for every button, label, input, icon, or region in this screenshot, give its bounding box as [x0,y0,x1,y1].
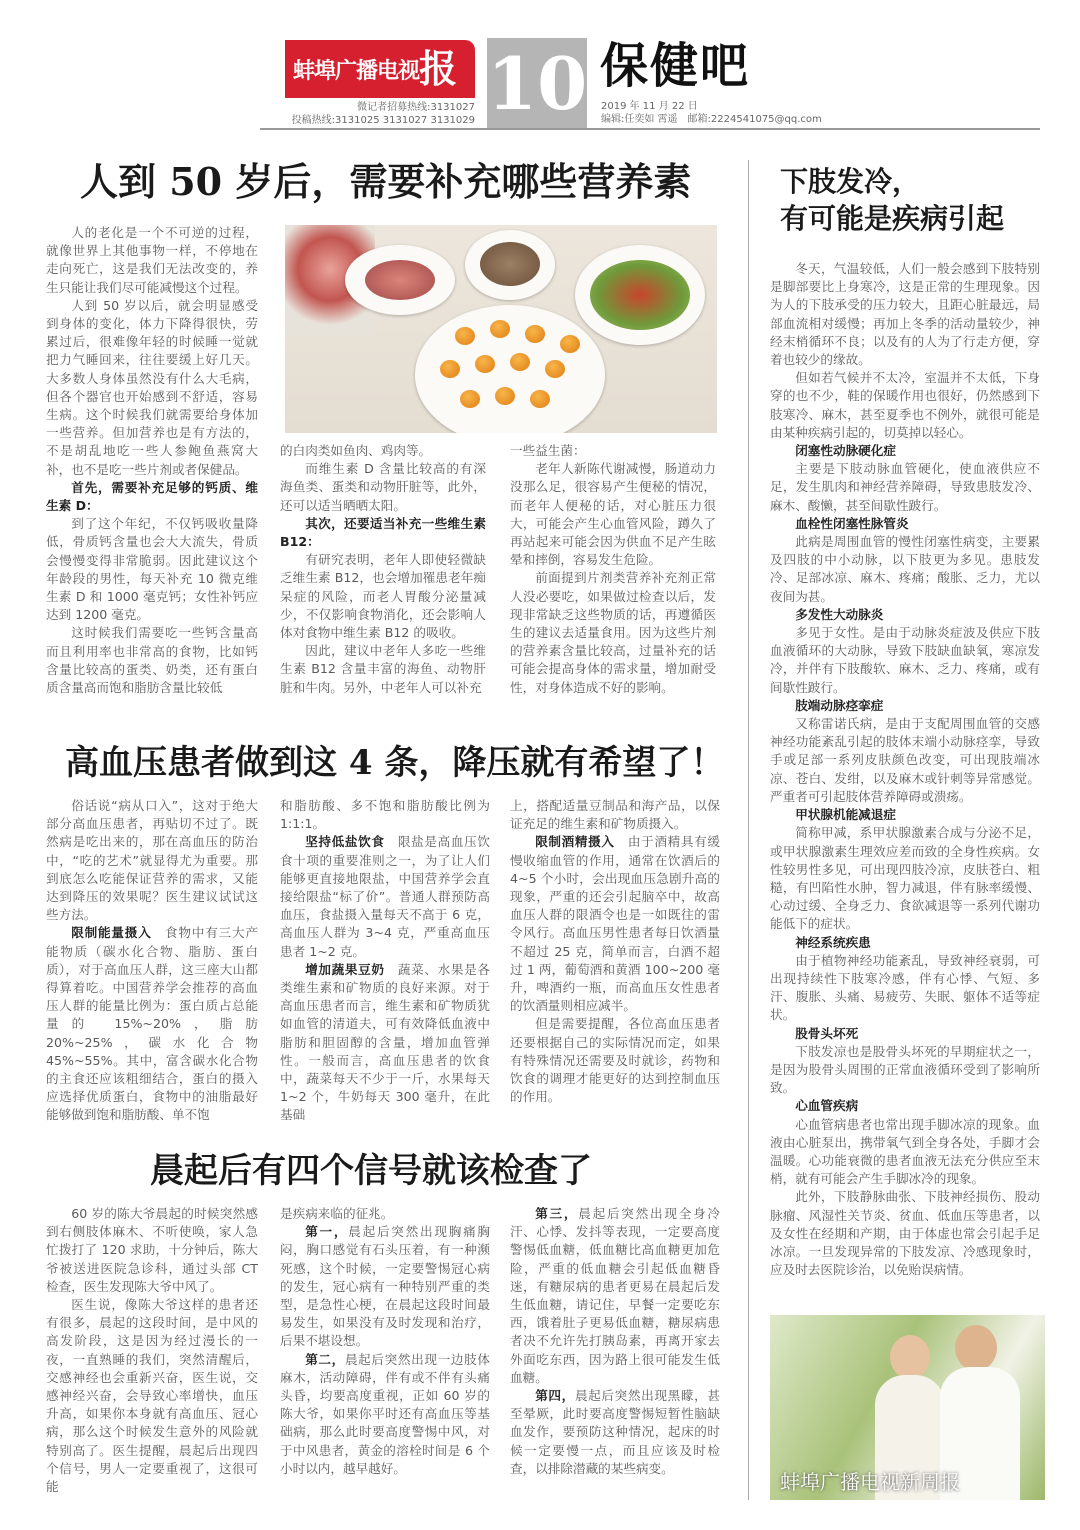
paragraph: 此病是周围血管的慢性闭塞性病变，主要累及四肢的中小动脉，以下肢更为多见。患肢发冷、足部冰凉、麻木、疼痛；酸胀、乏力，尤以夜间为甚。 [770,534,1040,604]
food-photo [285,225,717,433]
header-divider [260,128,1040,130]
paragraph: 心血管病患者也常出现手脚冰凉的现象。血液由心脏泵出，携带氧气到全身各处，手脚才会温暖。心功能衰微的患者血液无法充分供应至末梢，就有可能会产生手脚冰冷的现象。 [770,1116,1040,1187]
paragraph: 这时候我们需要吃一些钙含量高而且利用率也非常高的食物，比如钙含量比较高的蛋类、奶类，还有蛋白质含量高而饱和脂肪含量比较低 [46,625,258,696]
article4-body [770,260,1040,1279]
subheading: 神经系统疾患 [795,934,871,950]
article3-title: 晨起后有四个信号就该检查了 [150,1151,592,1191]
paragraph [280,833,490,960]
issue-date: 2019 年 11 月 22 日 [601,101,698,112]
paragraph-lead: 第二， [305,1351,345,1367]
paragraph [510,1387,720,1478]
hotline-recruit: 微记者招募热线:3131027 [357,102,475,113]
paragraph [280,1223,490,1350]
paragraph: 简称甲减，系甲状腺激素合成与分泌不足，或甲状腺激素生理效应差而致的全身性疾病。女性较男性多见，可出现四肢冷凉，皮肤苍白、粗糙，有凹陷性水肿，智力减退，伴有脉率缓慢、心动过缓、全身乏力、食欲减退等一系列代谢功能低下的症状。 [770,825,1040,932]
paragraph: 因此，建议中老年人多吃一些维生素 B12 含量丰富的海鱼、动物肝脏和牛肉。另外，中老年人可以补充 [280,643,486,695]
paragraph: 有研究表明，老年人即使轻微缺乏维生素 B12，也会增加罹患老年痴呆症的风险，而老人胃酸分泌量减少，不仅影响食物消化，还会影响人体对食物中维生素 B12 的吸收。 [280,552,486,641]
woman-head [890,1335,930,1379]
paragraph-text: 由于酒精具有缓慢收缩血管的作用，通常在饮酒后的 4~5 个小时，会出现血压急剧升高的现象，严重的还会引起脑卒中，故高血压人群的限酒令也是一如既往的雷令风行。高血压男性患者每日饮酒量不超过 25 克，简单而言，白酒不超过 1 两，葡萄酒和黄酒 100~200 毫升，啤酒约一瓶，而高血压女性患者的饮酒量则相应减半。 [510,834,721,1014]
paragraph-lead: 第三， [535,1206,579,1221]
subheading: 多发性大动脉炎 [795,606,884,622]
paragraph-text: 晨起后突然出现黑矇，甚至晕厥，此时要高度警惕短暂性脑缺血发作，要预防这种情况，起床的时候一定要慢一点，而且应该及时检查，以排除潜藏的某些病变。 [510,1388,721,1476]
paragraph: 和脂肪酸、多不饱和脂肪酸比例为 1:1:1。 [280,798,490,832]
subheading: 股骨头坏死 [795,1025,859,1041]
logo-text: 蚌埠广播电视 [293,58,420,84]
paragraph [510,1205,720,1387]
paragraph: 但如若气候并不太冷，室温并不太低，下身穿的也不少，鞋的保暖作用也很好，仍然感到下肢寒冷、麻木，甚至夏季也不例外，就很可能是由某种疾病引起的，切莫掉以轻心。 [770,370,1040,440]
subheading: 首先，需要补充足够的钙质、维生素 D： [46,479,258,514]
subheading: 闭塞性动脉硬化症 [795,443,896,459]
salad-plate [575,245,705,345]
fig-plate [345,245,455,315]
paragraph: 冬天，气温较低，人们一般会感到下肢特别是脚部要比上身寒冷，这是正常的生理现象。因为人的下肢承受的压力较大，且距心脏最远，局部血流相对缓慢；再加上冬季的活动量较少，神经末梢循环不良；以及有的人为了行走方便，穿着也较少的缘故。 [770,261,1040,368]
article2-title: 高血压患者做到这 4 条，降压就有希望了！ [65,743,725,783]
paragraph: 人到 50 岁以后，就会明显感受到身体的变化，体力下降得很快，劳累过后，很难像年轻的时候睡一觉就把力气睡回来，往往要缓上好几天。大多数人身体虽然没有什么大毛病，但各个器官也开始感到不舒适，容易生病。这个时候我们就需要给身体加一些营养。但加营养也是有方法的，不是胡乱地吃一些人参鲍鱼燕窝大补，也不是吃一些片剂或者保健品。 [46,297,258,477]
paragraph-lead: 第四， [535,1388,575,1404]
paragraph: 主要是下肢动脉血管硬化，使血液供应不足，发生肌肉和神经营养障碍，导致患肢发冷、麻木、酸懒，甚至间歇性跛行。 [770,461,1040,513]
paragraph-text: 限盐是高血压饮食十项的重要准则之一，为了让人们能够更直接地限盐，中国营养学会直接给限盐“标了价”。普通人群预防高血压，食盐摄入量每天不高于 6 克，高血压人群为 3~4 克，严重高血压患者 1~2 克。 [280,834,491,959]
paragraph-text: 食物中有三大产能物质（碳水化合物、脂肪、蛋白质），对于高血压人群，这三座大山都得算着吃。中国营养学会推荐的高血压人群的能量比例为：蛋白质占总能量的 15%~20%，脂肪 20%~25%，碳水化合物 45%~55%。其中，富含碳水化合物的主食还应该粗细结合，蛋白的摄入应选择优质蛋白，食物中的油脂最好能够做到饱和脂肪酸、单不饱 [46,925,259,1123]
article3-col1 [46,1205,258,1496]
paragraph: 由于植物神经功能紊乱，导致神经衰弱，可出现持续性下肢寒冷感，伴有心悸、气短、多汗、腹胀、头痛、易疲劳、失眠、躯体不适等症状。 [770,952,1040,1023]
subheading: 心血管疾病 [795,1098,859,1114]
paragraph: 多见于女性。是由于动脉炎症波及供应下肢血液循环的大动脉，导致下肢缺血缺氧，寒凉发冷，并伴有下肢酸软、麻木、乏力、疼痛，或有间歇性跛行。 [770,625,1040,695]
grain-bowl [465,230,555,300]
section-title: 保健吧 [600,38,751,94]
subheading: 血栓性闭塞性脉管炎 [795,515,909,531]
paragraph-lead: 第一， [305,1224,349,1240]
paragraph-text: 蔬菜、水果是各类维生素和矿物质的良好来源。对于高血压患者而言，维生素和矿物质犹如血管的清道夫，可有效降低血液中脂肪和胆固醇的含量，增加血管弹性。一般而言，高血压患者的饮食中，蔬菜每天不少于一斤，水果每天 1~2 个，牛奶每天 300 毫升，在此基础 [280,961,491,1123]
subheading: 甲状腺机能减退症 [795,807,896,823]
article2-col2 [280,797,490,1125]
article1-title: 人到 50 岁后，需要补充哪些营养素 [80,159,692,204]
paragraph: 医生说，像陈大爷这样的患者还有很多，晨起的这段时间，是中风的高发阶段，这是因为经过漫长的一夜，一直熟睡的我们，突然清醒后，交感神经也会重新兴奋，医生说，交感神经兴奋，会导致心率增快，血压升高，如果你本身就有高血压、冠心病，那么这个时候发生意外的风险就特别高了。医生提醒，晨起后出现四个信号，男人一定要重视了，这很可能 [46,1297,258,1495]
paragraph-lead: 限制酒精摄入 [535,834,615,850]
article4-title-line1: 下肢发冷， [780,165,921,198]
article2-col1 [46,797,258,1125]
newspaper-logo [285,40,475,98]
logo-text-big: 报 [419,46,457,91]
pumpkin-bun-plate [415,305,605,433]
paragraph-lead: 限制能量摄入 [71,925,152,941]
paragraph: 到了这个年纪，不仅钙吸收量降低，骨质钙含量也会大大流失，骨质会慢慢变得非常脆弱。因此建议这个年龄段的男性，每天补充 10 微克维生素 D 和 1000 毫克钙；女性补钙应达到 1200 毫克。 [46,516,258,623]
paragraph: 但是需要提醒，各位高血压患者还要根据自己的实际情况而定，如果有特殊情况还需要及时就诊，药物和饮食的调理才能更好的达到控制血压的作用。 [510,1016,720,1105]
article1-col2 [280,442,486,697]
paragraph [280,961,490,1125]
paragraph: 此外，下肢静脉曲张、下肢神经损伤、股动脉瘤、风湿性关节炎、贫血、低血压等患者，以及女性在经期和产期，由于体虚也常会引起手足冰凉。一旦发现异常的下肢发凉、冷感现象时，应及时去医院诊治，以免贻误病情。 [770,1189,1040,1278]
paragraph: 一些益生菌： [510,443,586,458]
subheading: 肢端动脉痉挛症 [795,697,884,713]
article3-col3 [510,1205,720,1478]
paragraph: 前面提到片剂类营养补充剂正常人没必要吃，如果做过检查以后，发现非常缺乏这些物质的话，再遵循医生的建议去适量食用。因为这些片剂的营养素含量比较高，过量补充的话可能会提高身体的需求量，增加耐受性，对身体造成不好的影响。 [510,570,716,695]
paragraph-lead: 坚持低盐饮食 [305,834,385,850]
paragraph-text: 晨起后突然出现全身冷汗、心悸、发抖等表现，一定要高度警惕低血糖，低血糖比高血糖更加危险，严重的低血糖会引起低血糖昏迷，有糖尿病的患者更易在晨起后发生低血糖，请记住，早餐一定要吃东西，饿着肚子更易低血糖，糖尿病患者决不允许先打胰岛素，再离开家去外面吃东西，因为路上很可能发生低血糖。 [510,1206,721,1385]
paragraph: 俗话说“病从口入”，这对于绝大部分高血压患者，再贴切不过了。既然病是吃出来的，那在高血压的防治中，“吃的艺术”就显得尤为重要。那到底怎么吃能保证营养的需求，又能达到降压的效果呢？医生建议试试这些方法。 [46,798,258,923]
subheading: 其次，还要适当补充一些维生素 B12： [280,515,486,550]
page-number: 10 [487,38,587,130]
paragraph: 上，搭配适量豆制品和海产品，以保证充足的维生素和矿物质摄入。 [510,798,720,832]
hotline-submission: 投稿热线:3131025 3131027 3131029 [291,115,475,126]
paragraph: 的白肉类如鱼肉、鸡肉等。 [280,443,432,458]
paragraph: 而维生素 D 含量比较高的有深海鱼类、蛋类和动物肝脏等，此外，还可以适当晒晒太阳。 [280,461,486,513]
article1-col1 [46,224,258,697]
paragraph: 又称雷诺氏病，是由于支配周围血管的交感神经功能紊乱引起的肢体末端小动脉痉挛，导致手或足部一系列皮肤颜色改变，可出现肢端冰凉、苍白、发绀，以及麻木或针刺等异常感觉。严重者可引起肢体营养障碍或溃疡。 [770,716,1040,804]
paragraph: 是疾病来临的征兆。 [280,1206,394,1221]
paragraph [46,924,258,1124]
paragraph-text: 晨起后突然出现胸痛胸闷，胸口感觉有石头压着，有一种濒死感，这个时候，一定要警惕冠心病的发生，冠心病有一种特别严重的类型，是急性心梗，在晨起这段时间最易发生，如果没有及时发现和治疗，后果不堪设想。 [280,1224,491,1349]
paragraph-text: 晨起后突然出现一边肢体麻木，活动障碍，伴有或不伴有头痛头昏，均要高度重视，正如 60 岁的陈大爷，如果你平时还有高血压等基础病，那么此时要高度警惕中风，对于中风患者，黄金的溶栓时间是 6 个小时以内，越早越好。 [280,1351,491,1476]
paragraph [510,833,720,1015]
editor-info: 编辑:任奕如 霄遥 邮箱:2224541075@qq.com [601,114,822,125]
article4-title-line2: 有可能是疾病引起 [780,202,1005,235]
article2-col3 [510,797,720,1106]
column-divider [748,160,749,1500]
article1-col3 [510,442,716,697]
paragraph: 60 岁的陈大爷晨起的时候突然感到右侧肢体麻木、不听使唤，家人急忙拨打了 120 求助，十分钟后，陈大爷被送进医院急诊科，通过头部 CT 检查，医生发现陈大爷中风了。 [46,1206,258,1294]
paragraph: 下肢发凉也是股骨头坏死的早期症状之一，是因为股骨头周围的正常血液循环受到了影响所致。 [770,1043,1040,1096]
paragraph-lead: 增加蔬果豆奶 [305,961,385,977]
article3-col2 [280,1205,490,1478]
man-head [955,1325,997,1371]
paragraph: 人的老化是一个不可逆的过程，就像世界上其他事物一样，不停地在走向死亡，这是我们无法改变的，养生只能让我们尽可能减慢这个过程。 [46,225,258,295]
wechat-watermark: 蚌埠广播电视新周报 [780,1470,960,1494]
paragraph: 老年人新陈代谢减慢，肠道动力没那么足，很容易产生便秘的情况，而老年人便秘的话，对心脏压力很大，可能会产生心血管风险，蹲久了再站起来可能会因为供血不足产生眩晕和摔倒，容易发生危险。 [510,461,716,568]
paragraph [280,1351,490,1478]
